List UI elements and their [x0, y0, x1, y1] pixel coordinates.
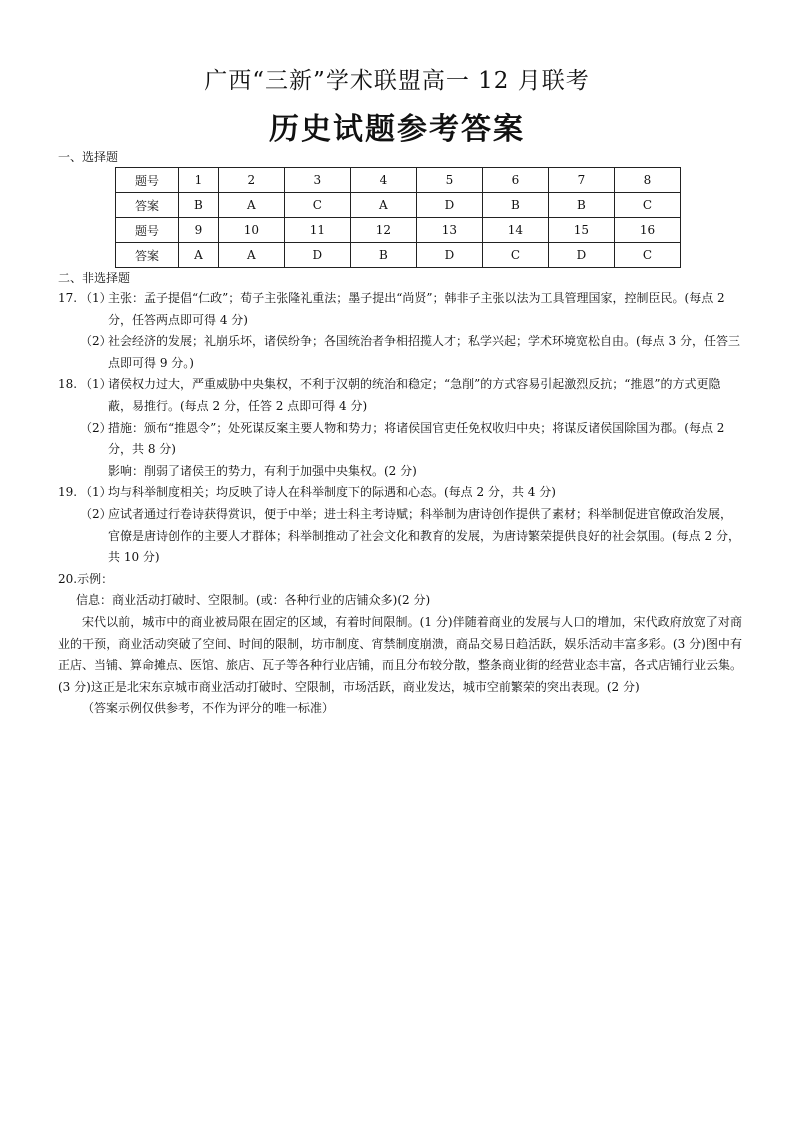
question-20-paragraph: 宋代以前，城市中的商业被局限在固定的区域，有着时间限制。(1 分)伴随着商业的发展与人口的增加，宋代政府放宽了对商业的干预，商业活动突破了空间、时间的限制，坊市制度、宵禁制度崩溃，商品交易日趋活跃，娱乐活动丰富多彩。(3 分)图中有正店、当铺、算命摊点、医馆、旅店、瓦子等各种行业店铺，而且分布较分散，整条商业街的经营业态丰富，各式店铺行业云集。(3 分)这正是北宋东京城市商业活动打破时、空限制，市场活跃，商业发达，城市空前繁荣的突出表现。(2 分)	[58, 614, 743, 694]
sub-number: （1）	[80, 485, 112, 500]
answer-table-cell: 14	[482, 218, 548, 243]
answer-table-cell: C	[482, 243, 548, 268]
answer-table-cell: 13	[416, 218, 482, 243]
answer-table-cell: D	[416, 243, 482, 268]
question-20-info: 信息：商业活动打破时、空限制。(或：各种行业的店铺众多)(2 分)	[76, 593, 431, 608]
answer-table-cell: C	[614, 193, 680, 218]
question-20-number: 20.示例：	[58, 571, 114, 586]
answer-table-cell: 4	[350, 168, 416, 193]
page-title: 广西“三新”学术联盟高一 12 月联考	[204, 68, 590, 94]
sub-number: （1）	[80, 377, 112, 392]
answer-table-cell: A	[350, 193, 416, 218]
answer-table-cell: A	[179, 243, 219, 268]
section-choice-heading: 一、选择题	[58, 150, 119, 164]
answer-table-row	[116, 168, 681, 193]
answer-table-row	[116, 193, 681, 218]
row-header-cell: 答案	[116, 243, 179, 268]
answer-table-cell: 1	[179, 168, 219, 193]
answer-table-cell: 9	[179, 218, 219, 243]
answer-table-cell: 3	[284, 168, 350, 193]
answers-body	[58, 288, 742, 720]
answer-table-row	[116, 243, 681, 268]
answer-table-cell: 5	[416, 168, 482, 193]
answer-table-cell: 6	[482, 168, 548, 193]
answer-table-cell: 16	[614, 218, 680, 243]
answer-table-cell: 8	[614, 168, 680, 193]
answer-table-cell: 7	[548, 168, 614, 193]
answer-table-cell: A	[218, 243, 284, 268]
answer-table-cell: 2	[218, 168, 284, 193]
sub-number: （2）	[80, 420, 112, 435]
question-18-part-2	[58, 418, 742, 461]
row-header-cell: 答案	[116, 193, 179, 218]
answer-table-cell: B	[179, 193, 219, 218]
question-18-part-1	[58, 374, 742, 417]
answer-table-cell: 12	[350, 218, 416, 243]
row-header-cell: 题号	[116, 168, 179, 193]
answer-text: 主张：孟子提倡“仁政”；荀子主张隆礼重法；墨子提出“尚贤”；韩非子主张以法为工具管理国家，控制臣民。(每点 2 分，任答两点即可得 4 分)	[108, 291, 725, 327]
answer-table-cell: D	[548, 243, 614, 268]
answer-text: 均与科举制度相关；均反映了诗人在科举制度下的际遇和心态。(每点 2 分，共 4 分)	[108, 485, 556, 500]
section-nonchoice-heading: 二、非选择题	[58, 271, 131, 285]
answer-table-cell: B	[548, 193, 614, 218]
answer-table-cell: D	[284, 243, 350, 268]
question-number: 19.	[58, 485, 78, 500]
answer-table-cell: B	[482, 193, 548, 218]
question-number: 17.	[58, 291, 78, 305]
answer-table-cell: 10	[218, 218, 284, 243]
question-19-part-1	[58, 482, 742, 504]
row-header-cell: 题号	[116, 218, 179, 243]
answer-text: 诸侯权力过大，严重威胁中央集权，不利于汉朝的统治和稳定；“急削”的方式容易引起激烈反抗；“推恩”的方式更隐蔽，易推行。(每点 2 分，任答 2 点即可得 4 分)	[108, 377, 721, 413]
answer-text: 应试者通过行卷诗获得赏识，便于中举；进士科主考诗赋；科举制为唐诗创作提供了素材；科举制促进官僚政治发展，官僚是唐诗创作的主要人才群体；科举制推动了社会文化和教育的发展，为唐诗繁荣提供良好的社会氛围。(每点 2 分，共 10 分)	[108, 506, 740, 565]
question-17-part-2	[58, 331, 742, 374]
answer-text: 社会经济的发展；礼崩乐坏，诸侯纷争；各国统治者争相招揽人才；私学兴起；学术环境宽松自由。(每点 3 分，任答三点即可得 9 分。)	[108, 334, 740, 370]
sub-number: （2）	[80, 506, 112, 521]
question-17-part-1	[58, 288, 742, 331]
answer-table-cell: C	[284, 193, 350, 218]
answer-table-row	[116, 218, 681, 243]
question-18-effect: 影响：削弱了诸侯王的势力，有利于加强中央集权。(2 分)	[108, 463, 417, 478]
answer-table-cell: B	[350, 243, 416, 268]
answer-table-cell: 15	[548, 218, 614, 243]
question-19-part-2	[58, 504, 742, 569]
answer-table-cell: C	[614, 243, 680, 268]
answer-text: 措施：颁布“推恩令”；处死谋反案主要人物和势力；将诸侯国官吏任免权收归中央；将谋反诸侯国除国为郡。(每点 2 分，共 8 分)	[108, 420, 725, 457]
answer-table-cell: A	[218, 193, 284, 218]
sub-number: （2）	[80, 334, 112, 349]
question-number: 18.	[58, 377, 78, 392]
answer-table-cell: 11	[284, 218, 350, 243]
answer-note: （答案示例仅供参考，不作为评分的唯一标准）	[82, 701, 335, 716]
sub-number: （1）	[80, 291, 112, 305]
answer-table	[115, 167, 681, 268]
answer-table-cell: D	[416, 193, 482, 218]
page-subtitle: 历史试题参考答案	[269, 112, 525, 147]
